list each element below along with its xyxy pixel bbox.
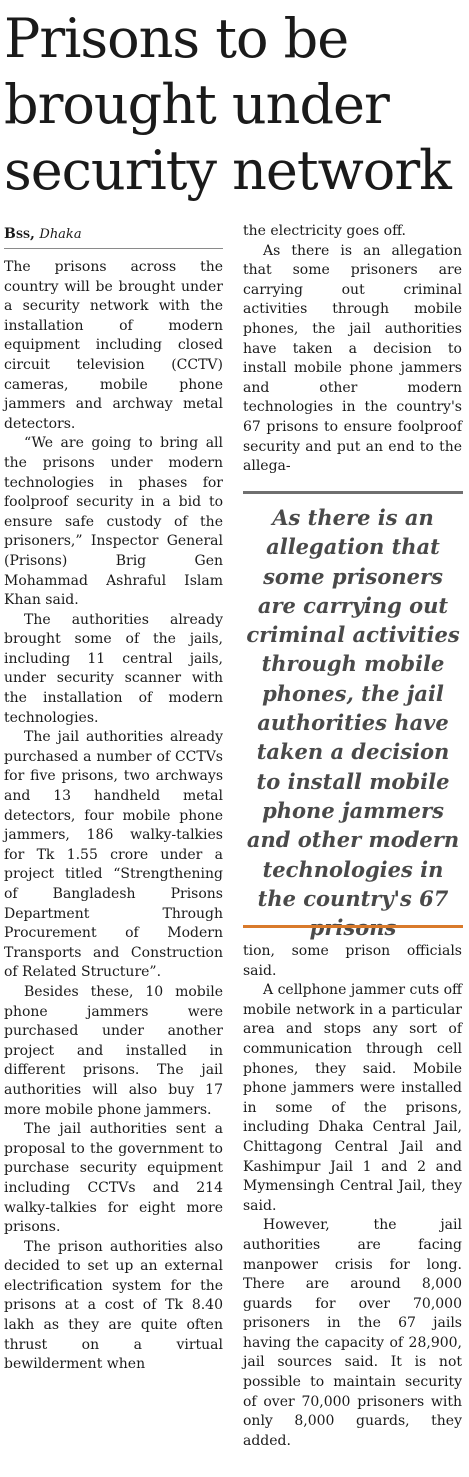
byline-agency: Bss, <box>4 226 35 242</box>
byline <box>4 224 223 249</box>
left-paragraph-2: “We are going to bring all the prisons under modern technologies in phases for foolproof security in a bid to ensure safe custody of the prisoners,” Inspector General (Prisons) Brig Gen Mohammad Ashraful Islam Khan said. <box>4 435 223 609</box>
left-column <box>4 258 223 1375</box>
right-top-paragraph-1: the electricity goes off. <box>243 223 407 239</box>
left-paragraph-4: The jail authorities already purchased a number of CCTVs for five prisons, two archways and 13 handheld metal detectors, four mobile phone jammers, 186 walky-talkies for Tk 1.55 crore under a project titled “Strengthening of Bangladesh Prisons Department Through Procurement of Modern Transports and Construction of Related Structure”. <box>4 729 223 981</box>
pull-quote-top-rule <box>243 491 463 494</box>
right-column-bottom <box>243 942 462 1451</box>
right-bottom-paragraph-1: tion, some prison officials said. <box>243 943 462 979</box>
right-bottom-paragraph-3: However, the jail authorities are facing manpower crisis for long. There are around 8,000 guards for over 70,000 prisoners in the 67 jails having the capacity of 28,900, jail sources said. It is not possible to maintain security of over 70,000 prisoners with only 8,000 guards, they added. <box>243 1217 462 1449</box>
pull-quote-bottom-rule <box>243 925 463 928</box>
left-paragraph-5: Besides these, 10 mobile phone jammers were purchased under another project and installed in different prisons. The jail authorities will also buy 17 more mobile phone jammers. <box>4 983 223 1118</box>
left-paragraph-6: The jail authorities sent a proposal to the government to purchase security equipment including CCTVs and 214 walky-talkies for eight more prisons. <box>4 1121 223 1236</box>
right-top-paragraph-2: As there is an allegation that some prisoners are carrying out criminal activities through mobile phones, the jail authorities have taken a decision to install mobile phone jammers and other modern technologies in the country's 67 prisons to ensure foolproof security and put an end to the allega- <box>243 242 462 475</box>
right-column-top <box>243 222 462 477</box>
byline-place: Dhaka <box>39 227 82 242</box>
left-paragraph-7: The prison authorities also decided to set up an external electrification system for the prisons at a cost of Tk 8.40 lakh as they are quite often thrust on a virtual bewilderment when <box>4 1238 223 1373</box>
right-bottom-paragraph-2: A cellphone jammer cuts off mobile network in a particular area and stops any sort of communication through cell phones, they said. Mobile phone jammers were installed in some of the prisons, including Dhaka Central Jail, Chittagong Central Jail and Kashimpur Jail 1 and 2 and Mymensingh Central Jail, they said. <box>243 982 462 1214</box>
left-paragraph-1: The prisons across the country will be brought under a security network with the installation of modern equipment including closed circuit television (CCTV) cameras, mobile phone jammers and archway metal detectors. <box>4 259 223 432</box>
headline: Prisons to be brought under security network <box>4 7 451 202</box>
pull-quote: As there is an allegation that some prisoners are carrying out criminal activities through mobile phones, the jail authorities have taken a decision to install mobile phone jammers and other modern technologies in the country's 67 <box>246 505 460 911</box>
left-paragraph-3: The authorities already brought some of the jails, including 11 central jails, under security scanner with the installation of modern technologies. <box>4 611 223 726</box>
